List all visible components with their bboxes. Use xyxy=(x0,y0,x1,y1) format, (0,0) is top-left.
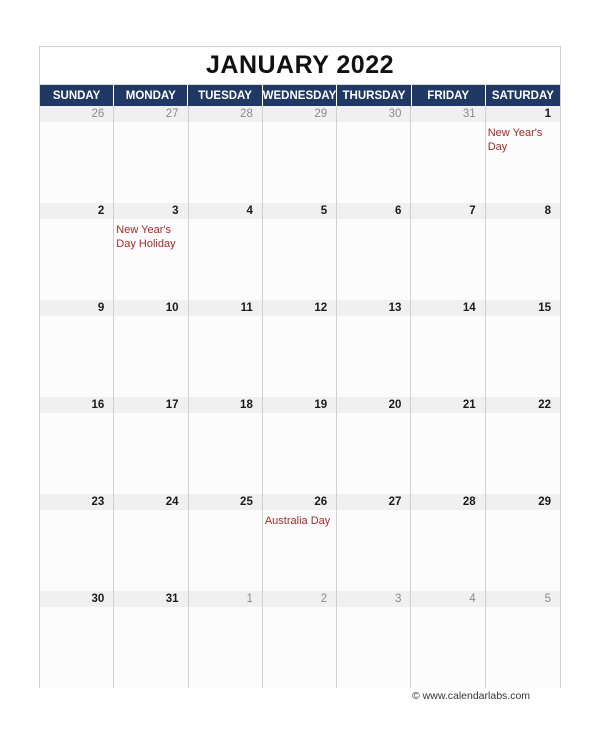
day-number: 18 xyxy=(189,397,262,413)
day-cell[interactable] xyxy=(337,203,411,300)
day-number: 13 xyxy=(337,300,410,316)
day-cell[interactable] xyxy=(114,397,188,494)
day-number: 4 xyxy=(189,203,262,219)
day-number: 2 xyxy=(263,591,336,607)
day-cell[interactable] xyxy=(114,591,188,688)
day-number: 26 xyxy=(40,106,113,122)
day-number: 17 xyxy=(114,397,187,413)
day-cell[interactable] xyxy=(411,494,485,591)
day-cell-adjacent-month[interactable] xyxy=(40,106,114,203)
day-number: 5 xyxy=(263,203,336,219)
day-cell[interactable] xyxy=(40,397,114,494)
day-number: 31 xyxy=(411,106,484,122)
day-number: 28 xyxy=(411,494,484,510)
day-number: 25 xyxy=(189,494,262,510)
day-number: 1 xyxy=(189,591,262,607)
day-number: 27 xyxy=(114,106,187,122)
day-number: 3 xyxy=(114,203,187,219)
day-cell[interactable] xyxy=(263,494,337,591)
day-cell[interactable] xyxy=(189,494,263,591)
day-number: 19 xyxy=(263,397,336,413)
day-number: 29 xyxy=(263,106,336,122)
day-number: 20 xyxy=(337,397,410,413)
day-cell[interactable] xyxy=(411,397,485,494)
day-cell[interactable] xyxy=(189,203,263,300)
day-cell-adjacent-month[interactable] xyxy=(337,106,411,203)
day-number: 16 xyxy=(40,397,113,413)
day-cell[interactable] xyxy=(40,300,114,397)
day-number: 3 xyxy=(337,591,410,607)
weekday-sunday: SUNDAY xyxy=(40,85,114,106)
day-number: 11 xyxy=(189,300,262,316)
day-number: 14 xyxy=(411,300,484,316)
day-number: 1 xyxy=(486,106,560,122)
day-cell-adjacent-month[interactable] xyxy=(263,106,337,203)
day-cell-adjacent-month[interactable] xyxy=(114,106,188,203)
day-number: 26 xyxy=(263,494,336,510)
day-cell[interactable] xyxy=(40,203,114,300)
day-cell[interactable] xyxy=(189,397,263,494)
day-cell-adjacent-month[interactable] xyxy=(337,591,411,688)
day-number: 7 xyxy=(411,203,484,219)
weeks-grid xyxy=(40,106,560,688)
day-number: 29 xyxy=(486,494,560,510)
day-cell[interactable] xyxy=(337,300,411,397)
day-cell[interactable] xyxy=(337,494,411,591)
day-cell[interactable] xyxy=(486,300,560,397)
day-cell[interactable] xyxy=(337,397,411,494)
day-cell[interactable] xyxy=(411,203,485,300)
day-number: 5 xyxy=(486,591,560,607)
week-row xyxy=(40,106,560,203)
day-cell[interactable] xyxy=(486,397,560,494)
week-row xyxy=(40,591,560,688)
calendar-title: JANUARY 2022 xyxy=(205,51,395,79)
day-number: 27 xyxy=(337,494,410,510)
day-number: 8 xyxy=(486,203,560,219)
day-number: 30 xyxy=(337,106,410,122)
week-row xyxy=(40,300,560,397)
week-row xyxy=(40,203,560,300)
day-cell[interactable] xyxy=(40,591,114,688)
day-number: 24 xyxy=(114,494,187,510)
day-number: 9 xyxy=(40,300,113,316)
day-number: 28 xyxy=(189,106,262,122)
day-cell-adjacent-month[interactable] xyxy=(411,591,485,688)
weekday-tuesday: TUESDAY xyxy=(188,85,262,106)
day-number: 23 xyxy=(40,494,113,510)
day-cell-adjacent-month[interactable] xyxy=(189,106,263,203)
holiday-event: Australia Day xyxy=(264,515,331,527)
day-cell[interactable] xyxy=(189,300,263,397)
day-number: 10 xyxy=(114,300,187,316)
holiday-event: New Year's Day xyxy=(487,127,543,153)
day-cell[interactable] xyxy=(263,300,337,397)
title-row xyxy=(40,47,560,85)
day-cell[interactable] xyxy=(263,397,337,494)
day-cell-adjacent-month[interactable] xyxy=(486,591,560,688)
day-cell[interactable] xyxy=(114,494,188,591)
day-cell[interactable] xyxy=(486,494,560,591)
day-number: 6 xyxy=(337,203,410,219)
day-number: 30 xyxy=(40,591,113,607)
weekday-monday: MONDAY xyxy=(114,85,188,106)
day-number: 31 xyxy=(114,591,187,607)
day-cell[interactable] xyxy=(114,203,188,300)
day-number: 15 xyxy=(486,300,560,316)
day-number: 2 xyxy=(40,203,113,219)
day-number: 12 xyxy=(263,300,336,316)
footer-credit: © www.calendarlabs.com xyxy=(412,690,531,702)
weekday-wednesday: WEDNESDAY xyxy=(263,85,338,106)
day-cell[interactable] xyxy=(114,300,188,397)
weekday-saturday: SATURDAY xyxy=(491,89,554,102)
day-cell[interactable] xyxy=(411,300,485,397)
calendar xyxy=(39,46,561,688)
day-cell-adjacent-month[interactable] xyxy=(263,591,337,688)
day-cell-adjacent-month[interactable] xyxy=(189,591,263,688)
day-number: 21 xyxy=(411,397,484,413)
day-number: 4 xyxy=(411,591,484,607)
weekday-friday: FRIDAY xyxy=(412,85,486,106)
day-cell[interactable] xyxy=(486,106,560,203)
day-cell[interactable] xyxy=(40,494,114,591)
day-number: 22 xyxy=(486,397,560,413)
weekday-thursday: THURSDAY xyxy=(337,85,411,106)
day-cell[interactable] xyxy=(263,203,337,300)
day-cell[interactable] xyxy=(486,203,560,300)
week-row xyxy=(40,494,560,591)
holiday-event: New Year's Day Holiday xyxy=(116,224,176,250)
day-cell-adjacent-month[interactable] xyxy=(411,106,485,203)
weekday-header xyxy=(40,85,560,106)
week-row xyxy=(40,397,560,494)
